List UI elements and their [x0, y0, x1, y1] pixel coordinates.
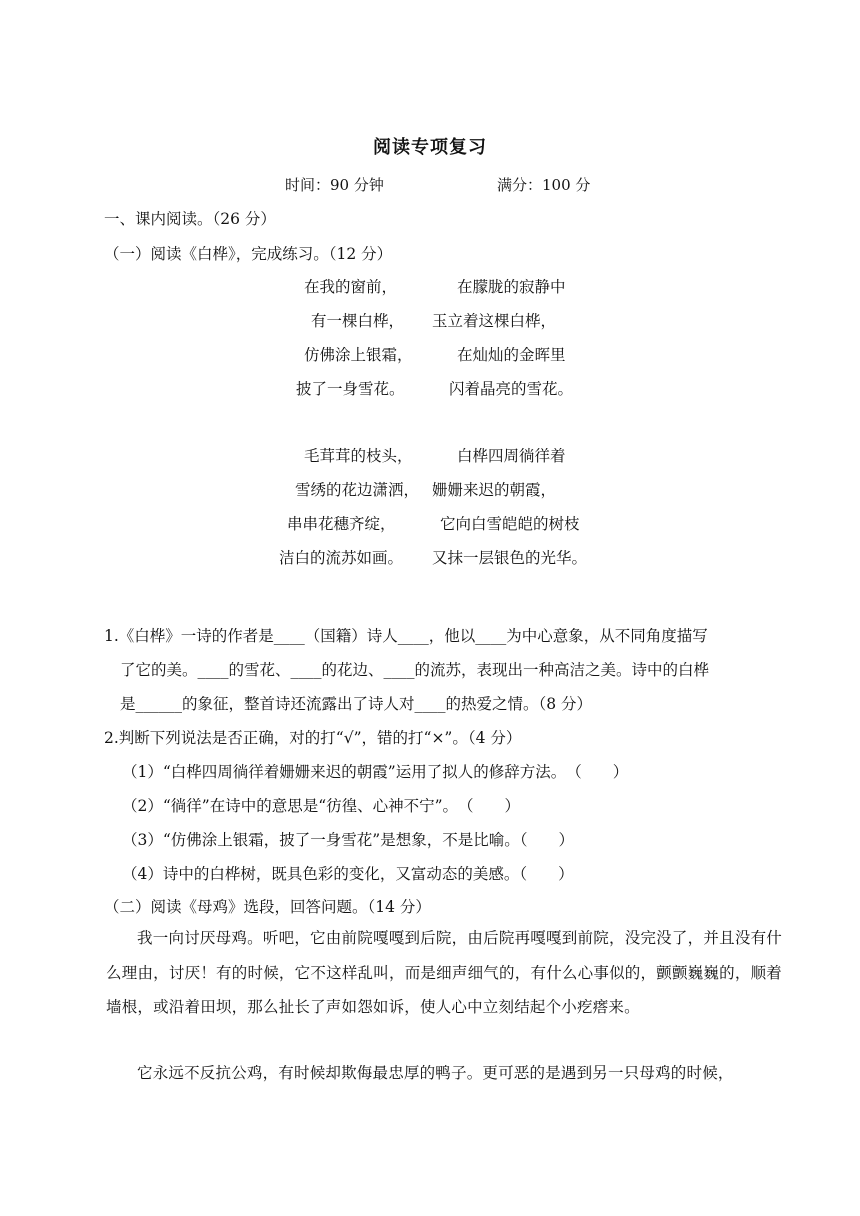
- question-1-line: 1.《白桦》一诗的作者是____（国籍）诗人____，他以____为中心意象，从不同角度描写: [104, 627, 708, 645]
- section-heading: 一、课内阅读。（26 分）: [104, 210, 276, 228]
- judgment-item-2[interactable]: （2）“徜徉”在诗中的意思是“彷徨、心神不宁”。 （ ）: [122, 797, 521, 815]
- poem-line: 在朦胧的寂静中: [457, 278, 566, 296]
- poem-line: 在我的窗前，: [304, 278, 398, 296]
- page-title: 阅读专项复习: [373, 137, 487, 158]
- part2-heading: （二）阅读《母鸡》选段，回答问题。（14 分）: [104, 898, 431, 916]
- poem-line: 姗姗来迟的朝霞，: [432, 481, 557, 499]
- passage-paragraph: 它永远不反抗公鸡，有时候却欺侮最忠厚的鸭子。更可恶的是遇到另一只母鸡的时候，: [137, 1064, 734, 1082]
- poem-line: 在灿灿的金晖里: [457, 346, 566, 364]
- poem-line: 洁白的流苏如画。: [279, 549, 404, 567]
- poem-line: 它向白雪皑皑的树枝: [440, 515, 580, 533]
- judgment-item-1[interactable]: （1）“白桦四周徜徉着姗姗来迟的朝霞”运用了拟人的修辞方法。 （ ）: [122, 763, 629, 781]
- poem-line: 又抹一层银色的光华。: [432, 549, 588, 567]
- judgment-item-3[interactable]: （3）“仿佛涂上银霜，披了一身雪花”是想象，不是比喻。（ ）: [122, 831, 574, 849]
- poem-line: 有一棵白桦，: [311, 312, 405, 330]
- judgment-item-4[interactable]: （4）诗中的白桦树，既具色彩的变化，又富动态的美感。（ ）: [122, 865, 574, 883]
- poem-line: 白桦四周徜徉着: [457, 447, 566, 465]
- poem-line: 闪着晶亮的雪花。: [449, 380, 574, 398]
- poem-line: 雪绣的花边潇洒，: [295, 481, 420, 499]
- poem-line: 玉立着这棵白桦，: [432, 312, 557, 330]
- passage-paragraph: 我一向讨厌母鸡。听吧，它由前院嘎嘎到后院，由后院再嘎嘎到前院，没完没了，并且没有什么理由，讨厌！有的时候，它不这样乱叫，而是细声细气的，有什么心事似的，颤颤巍巍的，顺着墙根，或沿着田坝，那么扯长了声如怨如诉，使人心中立刻结起个小疙瘩来。: [106, 929, 782, 1017]
- exam-full-score: 满分：100 分: [497, 176, 591, 194]
- poem-line: 披了一身雪花。: [296, 380, 405, 398]
- question-1-line: 了它的美。____的雪花、____的花边、____的流苏，表现出一种高洁之美。诗中的白桦: [120, 661, 710, 679]
- exam-time: 时间：90 分钟: [285, 176, 384, 194]
- poem-line: 仿佛涂上银霜，: [304, 346, 413, 364]
- poem-line: 串串花穗齐绽，: [287, 515, 396, 533]
- part1-heading: （一）阅读《白桦》，完成练习。（12 分）: [104, 245, 393, 263]
- poem-line: 毛茸茸的枝头，: [304, 447, 413, 465]
- question-1-line: 是______的象征，整首诗还流露出了诗人对____的热爱之情。（8 分）: [120, 695, 593, 713]
- question-2-heading: 2.判断下列说法是否正确，对的打“√”，错的打“×”。（4 分）: [104, 729, 522, 747]
